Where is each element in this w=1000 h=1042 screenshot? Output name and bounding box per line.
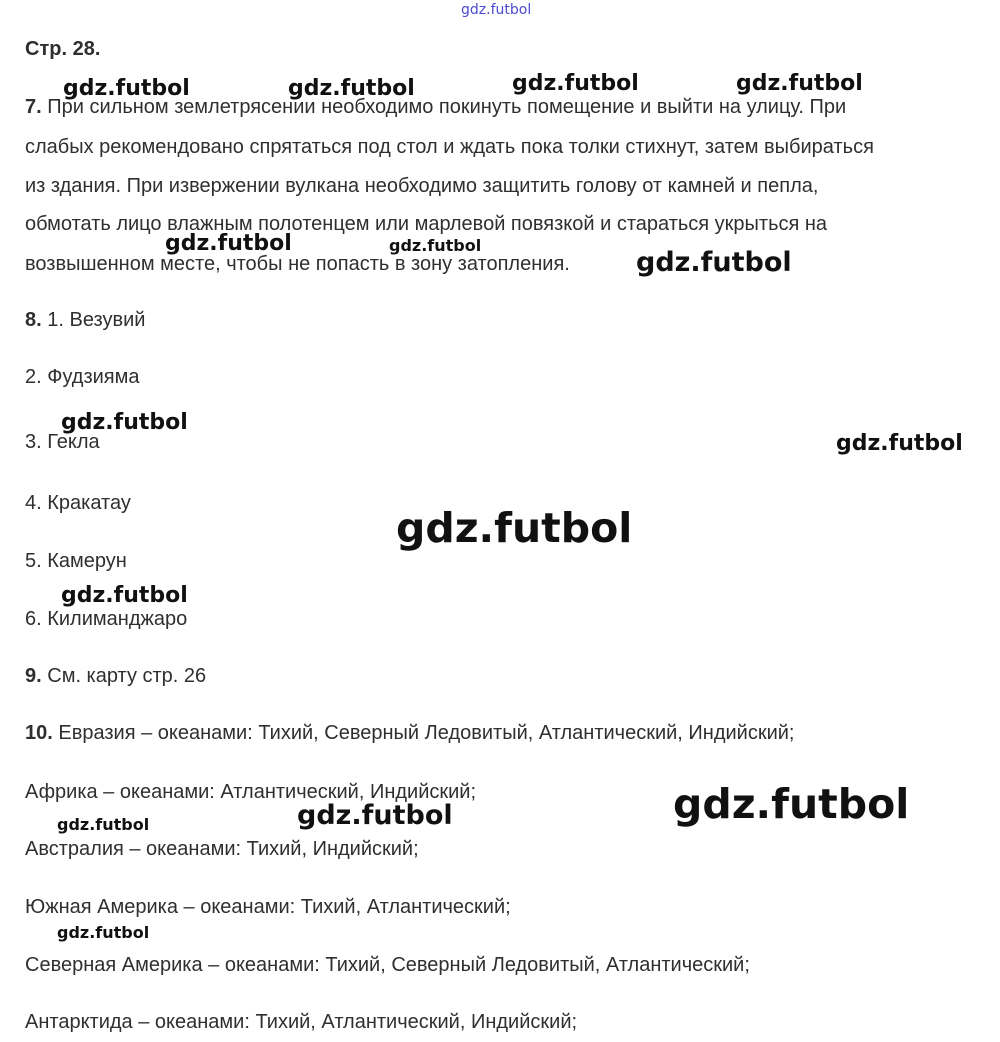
task8-item-3: 3. Гекла — [25, 431, 100, 453]
task10-line-3: Австралия – океанами: Тихий, Индийский; — [25, 838, 419, 860]
watermark: gdz.futbol — [288, 76, 415, 101]
task8-item-1-text: 1. Везувий — [47, 309, 146, 331]
task10-line-1 — [25, 721, 795, 745]
task10-text-1: Евразия – океанами: Тихий, Северный Ледовитый, Атлантический, Индийский; — [58, 722, 795, 744]
page-label: Стр. 28. — [25, 38, 101, 60]
task9-line — [25, 664, 206, 688]
watermark-top: gdz.futbol — [461, 2, 532, 18]
task10-line-4: Южная Америка – океанами: Тихий, Атлантический; — [25, 896, 511, 918]
watermark: gdz.futbol — [673, 780, 910, 828]
task10-line-2: Африка – океанами: Атлантический, Индийский; — [25, 781, 477, 803]
task8-item-6: 6. Килиманджаро — [25, 608, 188, 630]
task10-line-5: Северная Америка – океанами: Тихий, Северный Ледовитый, Атлантический; — [25, 954, 750, 976]
watermark: gdz.futbol — [165, 231, 292, 256]
task9-text: См. карту стр. 26 — [47, 665, 207, 687]
task8-item-4: 4. Кракатау — [25, 492, 131, 514]
task7-text-1: При сильном землетрясении необходимо покинуть помещение и выйти на улицу. При — [47, 96, 847, 118]
watermark: gdz.futbol — [396, 504, 633, 552]
watermark: gdz.futbol — [297, 800, 453, 831]
task8-number: 8. — [25, 309, 42, 331]
watermark: gdz.futbol — [57, 923, 150, 942]
watermark: gdz.futbol — [512, 71, 639, 96]
watermark: gdz.futbol — [836, 431, 963, 456]
task10-line-6: Антарктида – океанами: Тихий, Атлантический, Индийский; — [25, 1011, 578, 1033]
task9-number: 9. — [25, 665, 42, 687]
task8-item-2: 2. Фудзияма — [25, 366, 140, 388]
task7-line-4: обмотать лицо влажным полотенцем или марлевой повязкой и стараться укрыться на — [25, 213, 828, 235]
task7-number: 7. — [25, 96, 42, 118]
watermark: gdz.futbol — [57, 815, 150, 834]
watermark: gdz.futbol — [61, 410, 188, 435]
watermark: gdz.futbol — [389, 236, 482, 255]
watermark: gdz.futbol — [636, 247, 792, 278]
watermark: gdz.futbol — [736, 71, 863, 96]
task8-item-1 — [25, 308, 145, 332]
watermark: gdz.futbol — [61, 583, 188, 608]
watermark: gdz.futbol — [63, 76, 190, 101]
task7-line-2: слабых рекомендовано спрятаться под стол и ждать пока толки стихнут, затем выбираться — [25, 136, 874, 158]
task7-line-5: возвышенном месте, чтобы не попасть в зону затопления. — [25, 253, 570, 275]
task8-item-5: 5. Камерун — [25, 550, 127, 572]
task10-number: 10. — [25, 722, 53, 744]
task7-line-3: из здания. При извержении вулкана необходимо защитить голову от камней и пепла, — [25, 175, 819, 197]
